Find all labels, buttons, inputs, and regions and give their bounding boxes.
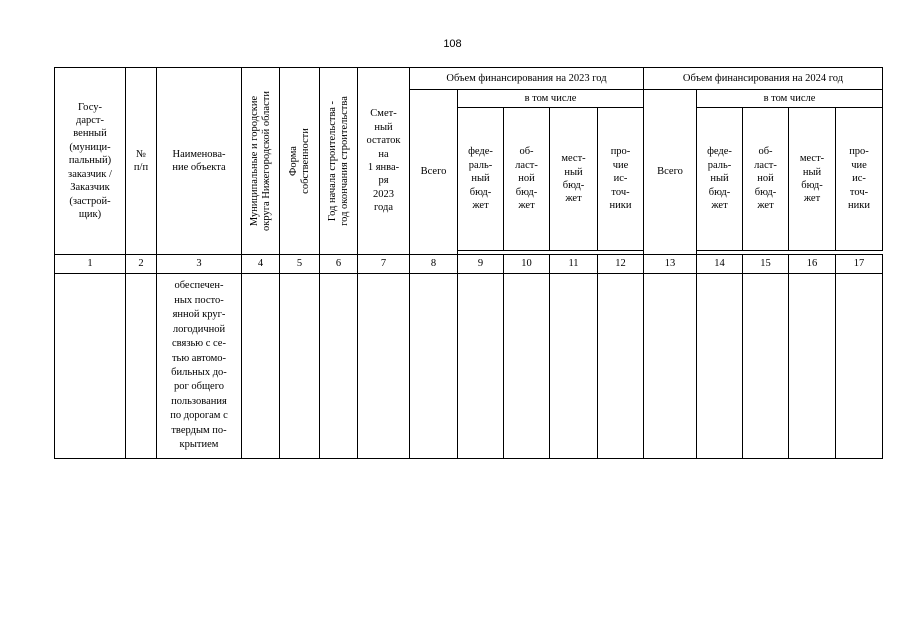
header-financing-2023: Объем финансирования на 2023 год: [410, 68, 644, 90]
financing-table: [54, 67, 883, 459]
column-number: 5: [280, 255, 320, 274]
column-number: 17: [836, 255, 883, 274]
header-federal-2023: феде- раль- ный бюд- жет: [458, 108, 504, 251]
column-number: 3: [157, 255, 242, 274]
column-number: 12: [598, 255, 644, 274]
cell-federal-2024: [697, 274, 743, 459]
column-number: 1: [55, 255, 126, 274]
column-number: 9: [458, 255, 504, 274]
header-object-name: Наименова- ние объекта: [157, 68, 242, 255]
cell-total-2024: [644, 274, 697, 459]
column-number: 7: [358, 255, 410, 274]
header-federal-2024: феде- раль- ный бюд- жет: [697, 108, 743, 251]
column-number: 8: [410, 255, 458, 274]
header-local-2024: мест- ный бюд- жет: [789, 108, 836, 251]
header-including-2023: в том числе: [458, 90, 644, 108]
column-number: 13: [644, 255, 697, 274]
cell-local-2024: [789, 274, 836, 459]
header-total-2023: Всего: [410, 90, 458, 255]
header-regional-2023: об- ласт- ной бюд- жет: [504, 108, 550, 251]
table-row: [55, 274, 883, 459]
cell-districts: [242, 274, 280, 459]
column-number: 6: [320, 255, 358, 274]
cell-regional-2024: [743, 274, 789, 459]
header-local-2023: мест- ный бюд- жет: [550, 108, 598, 251]
cell-estimated-balance: [358, 274, 410, 459]
header-total-2024: Всего: [644, 90, 697, 255]
column-number: 16: [789, 255, 836, 274]
cell-local-2023: [550, 274, 598, 459]
column-number: 2: [126, 255, 157, 274]
cell-other-2023: [598, 274, 644, 459]
header-customer: Госу- дарст- венный (муници- пальный) заказчик / Заказчик (застрой- щик): [55, 68, 126, 255]
cell-regional-2023: [504, 274, 550, 459]
header-regional-2024: об- ласт- ной бюд- жет: [743, 108, 789, 251]
cell-total-2023: [410, 274, 458, 459]
cell-ownership: [280, 274, 320, 459]
cell-federal-2023: [458, 274, 504, 459]
header-other-2024: про- чие ис- точ- ники: [836, 108, 883, 251]
header-estimated-balance: Смет- ный остаток на 1 янва- ря 2023 года: [358, 68, 410, 255]
column-number: 10: [504, 255, 550, 274]
header-districts: Муниципальные и городские округа Нижегородской области: [242, 68, 280, 255]
header-other-2023: про- чие ис- точ- ники: [598, 108, 644, 251]
cell-customer: [55, 274, 126, 459]
header-financing-2024: Объем финансирования на 2024 год: [644, 68, 883, 90]
header-including-2024: в том числе: [697, 90, 883, 108]
header-ownership: Форма собственности: [280, 68, 320, 255]
column-number: 11: [550, 255, 598, 274]
page-number: 108: [443, 38, 462, 50]
column-number: 4: [242, 255, 280, 274]
column-number: 15: [743, 255, 789, 274]
column-number-row: [55, 255, 883, 274]
header-number: № п/п: [126, 68, 157, 255]
column-number: 14: [697, 255, 743, 274]
cell-object-name: обеспечен- ных посто- янной круг- логодичной связью с се- тью автомо- бильных до- рог общего пользования по дорогам с твердым по- крытием: [157, 274, 242, 459]
header-construction-years: Год начала строительства - год окончания строительства: [320, 68, 358, 255]
cell-construction-years: [320, 274, 358, 459]
cell-other-2024: [836, 274, 883, 459]
cell-number: [126, 274, 157, 459]
